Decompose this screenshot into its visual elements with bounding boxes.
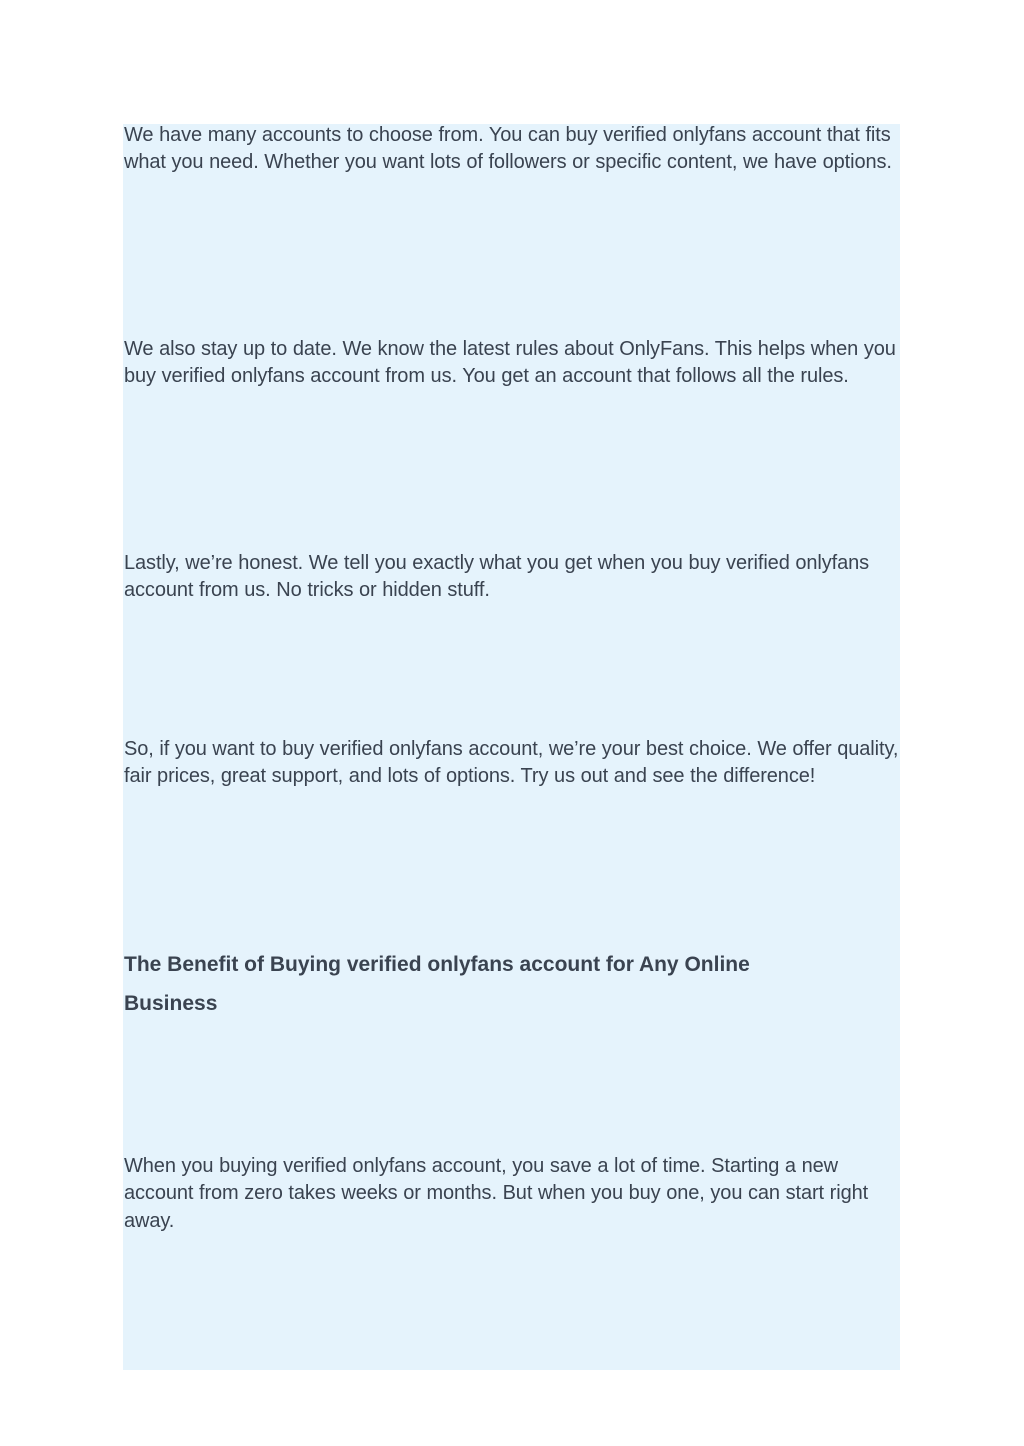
paragraph-save-time: When you buying verified onlyfans account, you save a lot of time. Starting a new account from zero takes weeks or months. But when you buy one, you can start right away.	[124, 1155, 869, 1232]
paragraph-up-to-date: We also stay up to date. We know the latest rules about OnlyFans. This helps when you buy verified onlyfans account from us. You get an account that follows all the rules.	[124, 338, 896, 388]
paragraph-best-choice: So, if you want to buy verified onlyfans account, we’re your best choice. We offer quality, fair prices, great support, and lots of options. Try us out and see the difference!	[124, 738, 899, 788]
paragraph-account-options: We have many accounts to choose from. You can buy verified onlyfans account that fits what you need. Whether you want lots of followers or specific content, we have options.	[124, 124, 892, 174]
section-heading: The Benefit of Buying verified onlyfans account for Any Online Business	[124, 953, 750, 1015]
paragraph-honesty: Lastly, we’re honest. We tell you exactly what you get when you buy verified onlyfans account from us. No tricks or hidden stuff.	[124, 552, 870, 602]
